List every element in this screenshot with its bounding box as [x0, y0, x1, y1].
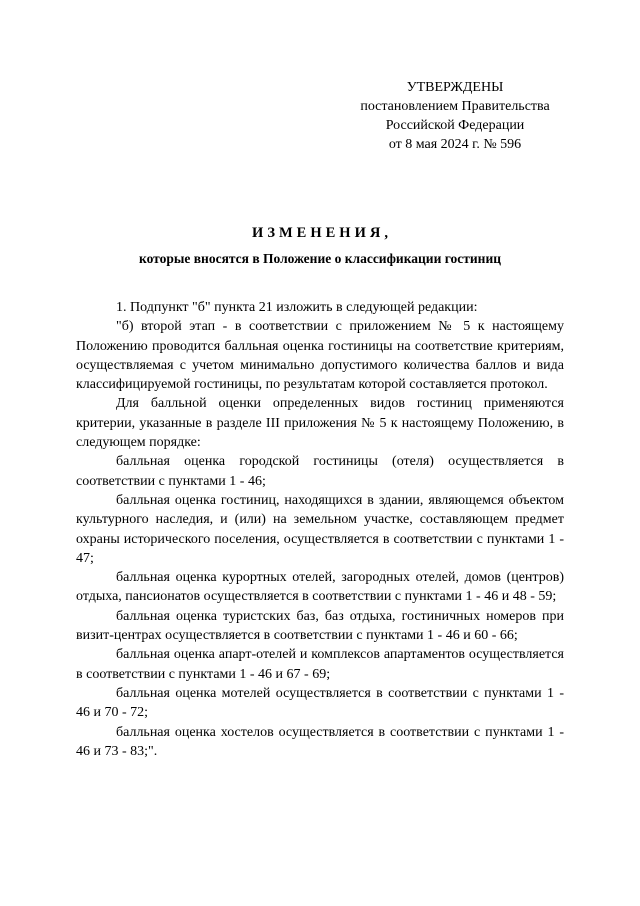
- paragraph-8: балльная оценка апарт-отелей и комплексов апартаментов осуществляется в соответствии с пунктами 1 - 46 и 67 - 69;: [76, 647, 564, 682]
- document-body: [76, 298, 564, 761]
- paragraph-10: балльная оценка хостелов осуществляется в соответствии с пунктами 1 - 46 и 73 - 83;".: [76, 724, 564, 759]
- approval-block: [330, 78, 580, 154]
- paragraph-5: балльная оценка гостиниц, находящихся в здании, являющемся объектом культурного наследия, и (или) на земельном участке, составляющем предмет охраны исторического поселения, осуществляется в соответствии с пунктами 1 - 47;: [76, 492, 564, 566]
- paragraph-7: балльная оценка туристских баз, баз отдыха, гостиничных номеров при визит-центрах осуществляется в соответствии с пунктами 1 - 46 и 60 - 66;: [76, 608, 564, 644]
- paragraph-2: "б) второй этап - в соответствии с приложением № 5 к настоящему Положению проводится балльная оценка гостиницы на соответствие критериям, осуществляемая с учетом минимально допустимого количества баллов и вида классифицируемой гостиницы, по результатам которой составляется протокол.: [76, 319, 564, 393]
- approval-line-1: постановлением Правительства: [360, 99, 550, 114]
- paragraph-3: Для балльной оценки определенных видов гостиниц применяются критерии, указанные в разделе III приложения № 5 к настоящему Положению, в следующем порядке:: [76, 396, 564, 451]
- paragraph-9: балльная оценка мотелей осуществляется в соответствии с пунктами 1 - 46 и 70 - 72;: [76, 685, 564, 721]
- approval-heading: УТВЕРЖДЕНЫ: [406, 80, 504, 95]
- paragraph-4: балльная оценка городской гостиницы (отеля) осуществляется в соответствии с пунктами 1 - 46;: [76, 454, 564, 489]
- paragraph-1: 1. Подпункт "б" пункта 21 изложить в следующей редакции:: [116, 300, 478, 315]
- document-subtitle: которые вносятся в Положение о классификации гостиниц: [138, 251, 502, 266]
- approval-line-3: от 8 мая 2024 г. № 596: [388, 137, 522, 152]
- approval-line-2: Российской Федерации: [385, 118, 525, 133]
- document-title: ИЗМЕНЕНИЯ,: [252, 225, 392, 241]
- paragraph-6: балльная оценка курортных отелей, загородных отелей, домов (центров) отдыха, пансионатов осуществляется в соответствии с пунктами 1 - 46 и 48 - 59;: [76, 570, 564, 605]
